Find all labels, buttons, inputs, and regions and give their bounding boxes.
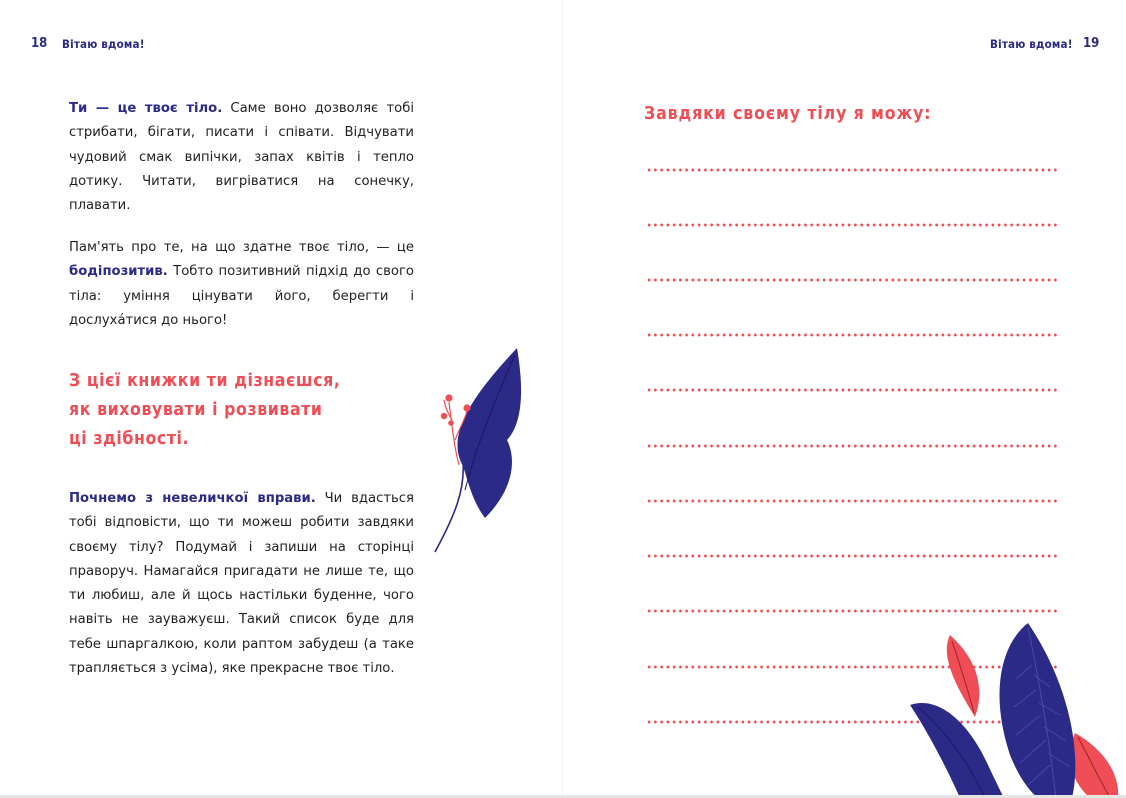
answer-line[interactable] — [646, 609, 1060, 613]
answer-line[interactable] — [646, 223, 1060, 227]
blue-leaf-with-berries-illustration — [425, 340, 535, 560]
answer-line[interactable] — [646, 168, 1060, 172]
answer-line[interactable] — [646, 278, 1060, 282]
paragraph-intro — [69, 97, 414, 218]
bodypositive-text-a: Пам'ять про те, на що здатне твоє тіло, — це — [69, 240, 414, 255]
lead-line-3: ці здібності. — [69, 429, 190, 449]
intro-bold-phrase: Ти — це твоє тіло. — [69, 101, 223, 116]
corner-leaves-illustration — [900, 615, 1126, 798]
running-head-right: Вітаю вдома! — [990, 37, 1073, 51]
page-number-left: 18 — [31, 36, 48, 51]
answer-line[interactable] — [646, 444, 1060, 448]
page-number-right: 19 — [1083, 36, 1100, 51]
exercise-text: Чи вдасться тобі відповісти, що ти можеш робити завдяки своєму тілу? Подумай і запиши на сторінці праворуч. Намагайся пригадати не лише те, що ти любиш, але й щось настільки буденне, чого навіть не зауважуєш. Такий список буде для тебе шпаргалкою, коли раптом забудеш (а таке трапляється з усіма), яке прекрасне твоє тіло. — [69, 491, 414, 677]
worksheet-heading: Завдяки своєму тілу я можу: — [644, 104, 932, 124]
lead-line-2: як виховувати і розвивати — [69, 400, 323, 420]
bodypositive-text-b: Тобто позитивний підхід до свого тіла: уміння цінувати його, берегти і дослухáтися до нього! — [69, 264, 414, 328]
paragraph-exercise — [69, 487, 414, 681]
running-head-left: Вітаю вдома! — [62, 37, 145, 51]
answer-line[interactable] — [646, 333, 1060, 337]
lead-callout — [69, 367, 399, 454]
lead-line-1: З цієї книжки ти дізнаєшся, — [69, 371, 341, 391]
paragraph-bodypositive — [69, 236, 414, 333]
answer-line[interactable] — [646, 388, 1060, 392]
exercise-bold-phrase: Почнемо з невеличкої вправи. — [69, 491, 316, 506]
intro-text: Саме воно дозволяє тобі стрибати, бігати, писати і співати. Відчувати чудовий смак випічки, запах квітів і тепло дотику. Читати, вигріватися на сонечку, плавати. — [69, 101, 414, 214]
bodypositive-term: бодіпозитив. — [69, 264, 168, 280]
answer-line[interactable] — [646, 499, 1060, 503]
answer-line[interactable] — [646, 554, 1060, 558]
